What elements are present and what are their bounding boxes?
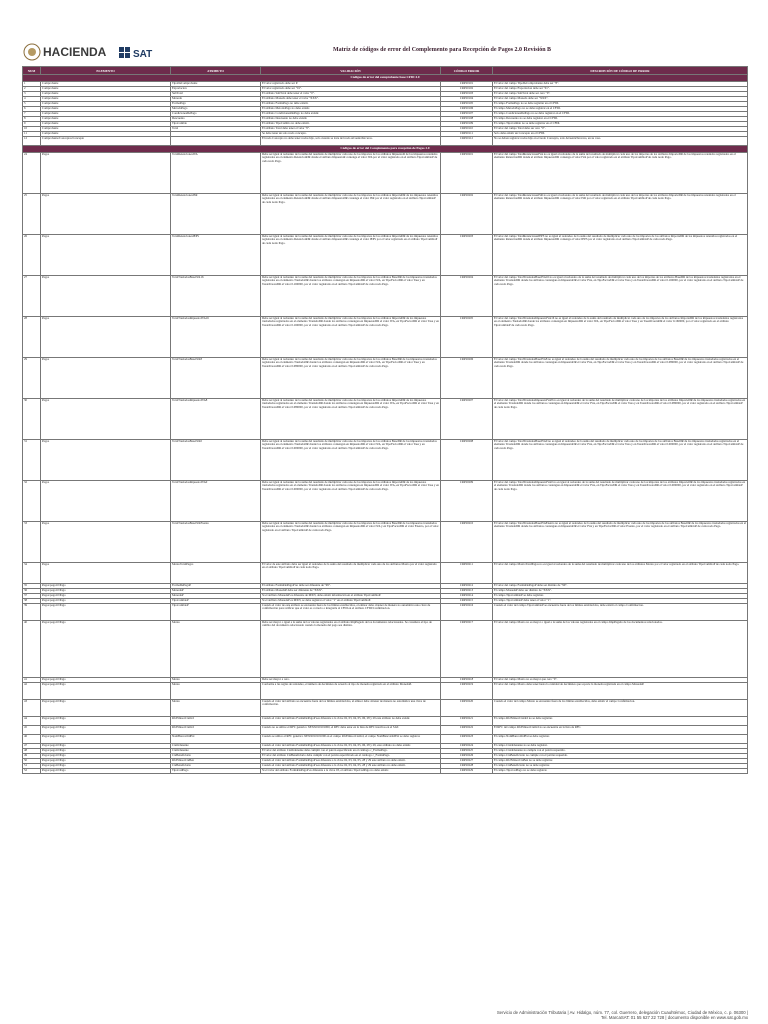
- cell-codigo-error: CRP20222: [441, 726, 493, 735]
- cell-num: 34: [23, 563, 41, 584]
- cell-atributo: Moneda: [171, 97, 261, 102]
- cell-elemento: Pagos/pago10:Pago: [41, 754, 171, 759]
- cell-elemento: Pagos/pago10:Pago: [41, 678, 171, 683]
- cell-codigo-error: CRP20105: [441, 102, 493, 107]
- cell-validacion: Debe ser igual al redondeo de la suma del resultado de multiplicar cada uno de los importes de los atributos ImporteDR de los impuestos trasladados registrados en el elemento TrasladoDR donde los atributos contengan en ImpuestoDR el valor IVA, en TipoFactorDR el valor Tasa y en TasaOCuotaDR el valor 0.080000, por el valor registrado en el atributo TipoCambioP de cada nodo Pago.: [261, 399, 441, 440]
- cell-elemento: Comprobante: [41, 82, 171, 87]
- cell-elemento: Pagos/pago10:Pago: [41, 594, 171, 599]
- cell-atributo: TipoCambioP: [171, 599, 261, 604]
- cell-descripcion: El valor del campo Moneda debe ser "XXX".: [493, 97, 748, 102]
- cell-elemento: Comprobante: [41, 122, 171, 127]
- cell-num: 27: [23, 276, 41, 317]
- table-row: [23, 276, 748, 317]
- cell-num: 45: [23, 726, 41, 735]
- cell-codigo-error: CRP20104: [441, 97, 493, 102]
- cell-descripcion: El valor del campo TotalTrasladosImpuestoIVA8 no es igual al redondeo de la suma del resultado de multiplicar cada uno de los importes de los atributos ImporteDR de los impuestos trasladados registrados en el elemento TrasladoDR donde los atributos contengan en ImpuestoDR el valor IVA, en TipoFactorDR el valor Tasa y en TasaOCuotaDR el valor 0.080000, por el valor registrado en el atributo TipoCambioP de cada nodo Pago.: [493, 399, 748, 440]
- cell-num: 5: [23, 102, 41, 107]
- cell-descripcion: El valor del campo TipoDeComprobante debe ser "P".: [493, 82, 748, 87]
- cell-codigo-error: CRP20107: [441, 112, 493, 117]
- cell-validacion: Si el valor del atributo FormaDePagoP es diferente a la clave 03, el atributo TipoCadPago no debe existir.: [261, 769, 441, 774]
- cell-validacion: Cuando el valor de este atributo se encuentre fuera de los límites establecidos, el emisor debe obtener de manera no automática una clave de confirmación para ratificar que el valor es correcto e integrarla al CFDI en el atributo CFDI/Confirmacion.: [261, 604, 441, 621]
- cell-codigo-error: CRP20210: [441, 522, 493, 563]
- cell-num: 2: [23, 87, 41, 92]
- cell-codigo-error: CRP20110: [441, 127, 493, 132]
- document-title: Matriz de códigos de error del Complemento para Recepción de Pagos 2.0 Revisión B: [332, 47, 552, 53]
- cell-atributo: CtaOrdenante: [171, 744, 261, 749]
- cell-atributo: TotalRetencionesIVA: [171, 153, 261, 194]
- col-header-elemento: ELEMENTO: [41, 67, 171, 75]
- table-row: [23, 358, 748, 399]
- table-row: [23, 481, 748, 522]
- cell-elemento: Pagos/pago10:Pago: [41, 726, 171, 735]
- cell-elemento: Comprobante: [41, 97, 171, 102]
- cell-codigo-error: CRP20229: [441, 769, 493, 774]
- cell-num: 9: [23, 122, 41, 127]
- cell-descripcion: El valor del campo Monto no es mayor que cero "0".: [493, 678, 748, 683]
- cell-num: 52: [23, 769, 41, 774]
- cell-validacion: Cuando se utilice el RFC genérico XEXX010101000 en el campo RfcEmisorCtaOrd, el campo NomBancoOrdExt se debe registrar.: [261, 735, 441, 744]
- cell-validacion: Si el atributo MonedaP es diferente de MXN, debe existir información en el atributo TipoCambioP.: [261, 594, 441, 599]
- footer-line-2: Tel. MarcaSAT: 01 55 627 22 728 | documento disponible en www.sat.gob.mx: [601, 1015, 748, 1021]
- hacienda-logo: [24, 41, 107, 63]
- cell-descripcion: El campo RfcEmisorCtaOrd no se debe registrar.: [493, 717, 748, 726]
- cell-validacion: Debe ser igual al redondeo de la suma del resultado de multiplicar cada uno de los importes de los atributos BaseDR de los impuestos trasladados registrados en el elemento TrasladoDR donde los atributos contengan en ImpuestoDR el valor IVA, en TipoFactorDR el valor Tasa y en TasaOCuotaDR el valor 0.000000, por el valor registrado en el atributo TipoCambioP de cada nodo Pago.: [261, 440, 441, 481]
- cell-validacion: Si el atributo MonedaP es MXN, se debe registrar el valor "1" en el atributo TipoCambioP.: [261, 599, 441, 604]
- cell-validacion: El atributo SubTotal debe tener el valor "0".: [261, 92, 441, 97]
- cell-codigo-error: CRP20221: [441, 717, 493, 726]
- cell-elemento: Comprobante/Conceptos/Concepto: [41, 137, 171, 146]
- table-row: [23, 683, 748, 700]
- cell-num: 24: [23, 153, 41, 194]
- cell-validacion: Debe ser igual al redondeo de la suma del resultado de multiplicar cada uno de los importes de los atributos ImporteDR de los impuestos trasladados registrados en el elemento TrasladoDR donde los atributos contengan en ImpuestoDR el valor IVA, en TipoFactorDR el valor Tasa y en TasaOCuotaDR el valor 0.160000, por el valor registrado en el atributo TipoCambioP de cada nodo Pago.: [261, 317, 441, 358]
- cell-num: 26: [23, 235, 41, 276]
- cell-validacion: Debe ser igual al redondeo de la suma del resultado de multiplicar cada uno de los importes de los atributos BaseDR de los impuestos trasladados registrados en el elemento TrasladoDR donde los atributos contengan en ImpuestoDR el valor IVA y en TipoFactorDR el valor Exento, por el valor registrado en el atributo TipoCambioP de cada nodo Pago.: [261, 522, 441, 563]
- cell-num: 37: [23, 594, 41, 599]
- cell-elemento: Pagos/pago10:Pago: [41, 735, 171, 744]
- cell-num: 42: [23, 683, 41, 700]
- cell-codigo-error: CRP20216: [441, 604, 493, 621]
- cell-num: 40: [23, 621, 41, 678]
- cell-elemento: Comprobante: [41, 102, 171, 107]
- cell-num: 3: [23, 92, 41, 97]
- table-row: [23, 194, 748, 235]
- cell-num: 47: [23, 744, 41, 749]
- cell-atributo: NomBancoOrdExt: [171, 735, 261, 744]
- cell-descripcion: El valor del campo TotalRetencionesISR no es igual al redondeo de la suma del resultado de multiplicar cada uno de los importes de los atributos ImporteDR de los impuestos retenidos registrados en el elemento RetencionDR donde el atributo ImpuestoDR contenga el valor ISR por el valor registrado en el atributo TipoCambioP de cada nodo Pago.: [493, 194, 748, 235]
- cell-validacion: Debe ser igual al redondeo de la suma del resultado de multiplicar cada uno de los importes de los atributos BaseDR de los impuestos trasladados registrados en el elemento TrasladoDR donde los atributos contengan en ImpuestoDR el valor IVA, en TipoFactorDR el valor Tasa y en TasaOCuotaDR el valor 0.160000, por el valor registrado en el atributo TipoCambioP de cada nodo Pago.: [261, 276, 441, 317]
- cell-num: 41: [23, 678, 41, 683]
- table-header-row: [23, 67, 748, 75]
- cell-atributo: TipoCambio: [171, 122, 261, 127]
- cell-atributo: TotalRetencionesIEPS: [171, 235, 261, 276]
- section-title-cfdi: Códigos de error del comprobante base CFDI 4.0: [23, 75, 748, 82]
- cell-codigo-error: CRP20204: [441, 276, 493, 317]
- table-row: [23, 700, 748, 717]
- cell-num: 7: [23, 112, 41, 117]
- cell-elemento: Pagos/pago10:Pago: [41, 717, 171, 726]
- error-table: [22, 66, 748, 774]
- cell-validacion: El atributo TipoCambio no debe existir.: [261, 122, 441, 127]
- cell-num: 31: [23, 440, 41, 481]
- col-header-descripcion: DESCRIPCIÓN DE CÓDIGO DE ERROR: [493, 67, 748, 75]
- cell-num: 36: [23, 589, 41, 594]
- cell-num: 35: [23, 584, 41, 589]
- cell-codigo-error: CRP20223: [441, 735, 493, 744]
- cell-codigo-error: CRP20112: [441, 137, 493, 146]
- cell-elemento: Pagos: [41, 317, 171, 358]
- cell-atributo: FormaDePagoP: [171, 584, 261, 589]
- page-footer: [220, 1010, 748, 1021]
- cell-elemento: Pagos/pago10:Pago: [41, 744, 171, 749]
- section-row-cfdi: [23, 75, 748, 82]
- cell-codigo-error: CRP20226: [441, 754, 493, 759]
- cell-descripcion: El valor del campo Total debe ser cero "0".: [493, 127, 748, 132]
- cell-num: 51: [23, 764, 41, 769]
- cell-num: 30: [23, 399, 41, 440]
- cell-elemento: Comprobante: [41, 87, 171, 92]
- cell-descripcion: El campo Descuento no se debe registrar en el CFDI.: [493, 117, 748, 122]
- cell-elemento: Pagos: [41, 194, 171, 235]
- cell-descripcion: El campo NomBancoOrdExt se debe registrar.: [493, 735, 748, 744]
- cell-elemento: Pagos/pago10:Pago: [41, 683, 171, 700]
- cell-codigo-error: CRP20212: [441, 584, 493, 589]
- cell-codigo-error: CRP20103: [441, 92, 493, 97]
- cell-codigo-error: CRP20224: [441, 744, 493, 749]
- cell-validacion: El atributo Moneda debe tener el valor "XXX".: [261, 97, 441, 102]
- cell-validacion: El atributo MetodoPago no debe existir.: [261, 107, 441, 112]
- table-row: [23, 399, 748, 440]
- table-row: [23, 137, 748, 146]
- cell-elemento: Pagos/pago10:Pago: [41, 584, 171, 589]
- table-row: [23, 153, 748, 194]
- cell-codigo-error: CRP20227: [441, 759, 493, 764]
- cell-codigo-error: CRP20201: [441, 153, 493, 194]
- cell-elemento: Comprobante: [41, 117, 171, 122]
- cell-validacion: Cuando el valor del atributo FormaDePagoP sea diferente a la clave 02, 03, 04, 05, 28 y 29 este atributo no debe existir.: [261, 759, 441, 764]
- cell-descripcion: El campo FormaPago no se debe registrar en el CFDI.: [493, 102, 748, 107]
- cell-num: 39: [23, 604, 41, 621]
- cell-elemento: Pagos/pago10:Pago: [41, 599, 171, 604]
- cell-atributo: MonedaP: [171, 594, 261, 599]
- cell-num: 10: [23, 127, 41, 132]
- cell-codigo-error: CRP20106: [441, 107, 493, 112]
- cell-num: 49: [23, 754, 41, 759]
- cell-atributo: MontoTotalPagos: [171, 563, 261, 584]
- cell-validacion: El atributo Descuento no debe existir.: [261, 117, 441, 122]
- cell-atributo: TipoDeComprobante: [171, 82, 261, 87]
- cell-num: 4: [23, 97, 41, 102]
- cell-atributo: Monto: [171, 700, 261, 717]
- cell-atributo: TotalTrasladosImpuestoIVA8: [171, 399, 261, 440]
- cell-elemento: Pagos: [41, 153, 171, 194]
- cell-num: 29: [23, 358, 41, 399]
- sat-logo-text: SAT: [133, 49, 153, 60]
- cell-codigo-error: CRP20225: [441, 749, 493, 754]
- cell-atributo: CtaBeneficiario: [171, 754, 261, 759]
- cell-validacion: El atributo CondicionesDePago no debe existir.: [261, 112, 441, 117]
- cell-validacion: Debe ser igual al redondeo de la suma del resultado de multiplicar cada uno de los importes de los atributos BaseDR de los impuestos trasladados registrados en el elemento TrasladoDR donde los atributos contengan en ImpuestoDR el valor IVA, en TipoFactorDR el valor Tasa y en TasaOCuotaDR el valor 0.080000, por el valor registrado en el atributo TipoCambioP de cada nodo Pago.: [261, 358, 441, 399]
- cell-validacion: Cuando el valor del atributo se encuentre fuera de los límites establecidos, el emisor debe obtener de manera no automática una clave de confirmación.: [261, 700, 441, 717]
- document-header: [22, 38, 747, 66]
- table-row: [23, 769, 748, 774]
- cell-descripcion: El campo CondicionesDePago no se debe registrar en el CFDI.: [493, 112, 748, 117]
- cell-codigo-error: CRP20207: [441, 399, 493, 440]
- cell-atributo: TotalTrasladosBaseIVA8: [171, 358, 261, 399]
- cell-codigo-error: CRP20218: [441, 678, 493, 683]
- cell-codigo-error: CRP20202: [441, 194, 493, 235]
- cell-num: 48: [23, 749, 41, 754]
- cell-descripcion: El valor del campo TotalTrasladosBaseIVAExento no es igual al redondeo de la suma del resultado de multiplicar cada uno de los importes de los atributos BaseDR de los impuestos trasladados registrados en el elemento TrasladoDR donde los atributos contengan en ImpuestoDR el valor IVA y en TipoFactorDR el valor Exento, por el valor registrado en el atributo TipoCambioP de cada nodo Pago.: [493, 522, 748, 563]
- cell-validacion: Debe ser igual al redondeo de la suma del resultado de multiplicar cada uno de los importes de los atributos ImporteDR de los impuestos retenidos registrados en el elemento RetencionDR donde el atributo ImpuestoDR contenga el valor IEPS por el valor registrado en el atributo TipoCambioP de cada nodo Pago.: [261, 235, 441, 276]
- cell-atributo: TotalTrasladosBaseIVAExento: [171, 522, 261, 563]
- cell-atributo: TotalTrasladosImpuestoIVA16: [171, 317, 261, 358]
- cell-atributo: MetodoPago: [171, 107, 261, 112]
- cell-validacion: El valor registrado debe ser "01".: [261, 87, 441, 92]
- cell-codigo-error: CRP20217: [441, 621, 493, 678]
- cell-descripcion: El campo CtaBeneficiario no se debe registrar.: [493, 764, 748, 769]
- cell-num: 1: [23, 82, 41, 87]
- cell-descripcion: El valor del campo Monto no es mayor o igual a la suma de los valores registrados en el campo ImpPagado de los documentos relacionados.: [493, 621, 748, 678]
- cell-elemento: Pagos: [41, 440, 171, 481]
- cell-codigo-error: CRP20209: [441, 481, 493, 522]
- cell-descripcion: El campo TipoCambioP se debe registrar.: [493, 594, 748, 599]
- cell-descripcion: Cuando el valor del campo TipoCambioP se encuentre fuera de los límites establecidos, debe existir el campo Confirmacion.: [493, 604, 748, 621]
- cell-atributo: CtaBeneficiario: [171, 764, 261, 769]
- cell-codigo-error: CRP20111: [441, 132, 493, 137]
- cell-atributo: SubTotal: [171, 92, 261, 97]
- cell-descripcion: El campo CtaOrdenante no se debe registrar.: [493, 744, 748, 749]
- cell-descripcion: El campo MonedaP debe ser distinto de "XXX".: [493, 589, 748, 594]
- cell-validacion: Se debe tener un solo nodo concepto.: [261, 132, 441, 137]
- cell-elemento: Pagos/pago10:Pago: [41, 604, 171, 621]
- cell-atributo: Exportacion: [171, 87, 261, 92]
- cell-codigo-error: CRP20205: [441, 317, 493, 358]
- cell-codigo-error: CRP20108: [441, 117, 493, 122]
- cell-codigo-error: CRP20228: [441, 764, 493, 769]
- cell-num: 8: [23, 117, 41, 122]
- table-row: [23, 317, 748, 358]
- error-code-matrix: [22, 66, 747, 1011]
- cell-codigo-error: CRP20220: [441, 700, 493, 717]
- cell-codigo-error: CRP20214: [441, 594, 493, 599]
- cell-atributo: Descuento: [171, 117, 261, 122]
- cell-atributo: CtaOrdenante: [171, 749, 261, 754]
- cell-descripcion: El valor del campo FormaDePagoP debe ser distinto de "99".: [493, 584, 748, 589]
- cell-elemento: Comprobante: [41, 127, 171, 132]
- cell-elemento: Pagos/pago10:Pago: [41, 764, 171, 769]
- cell-codigo-error: CRP20109: [441, 122, 493, 127]
- cell-elemento: Pagos/pago10:Pago: [41, 769, 171, 774]
- table-row: [23, 604, 748, 621]
- cell-elemento: Pagos: [41, 481, 171, 522]
- section-title-pagos: Códigos de error del Complemento para recepción de Pagos 2.0: [23, 146, 748, 153]
- cell-atributo: TotalTrasladosBaseIVA16: [171, 276, 261, 317]
- cell-descripcion: Cuando el valor del campo Monto se encuentre fuera de los límites establecidos, debe existir el campo Confirmacion.: [493, 700, 748, 717]
- cell-atributo: RfcEmisorCtaOrd: [171, 717, 261, 726]
- cell-descripcion: El valor del campo TotalTrasladosImpuestoIVA16 no es igual al redondeo de la suma del resultado de multiplicar cada uno de los importes de los atributos ImporteDR de los impuestos trasladados registrados en el elemento TrasladoDR donde los atributos contengan en ImpuestoDR el valor IVA, en TipoFactorDR el valor Tasa y en TasaOCuotaDR el valor 0.160000, por el valor registrado en el atributo TipoCambioP de cada nodo Pago.: [493, 317, 748, 358]
- col-header-atributo: ATRIBUTO: [171, 67, 261, 75]
- cell-descripcion: El campo MetodoPago no se debe registrar en el CFDI.: [493, 107, 748, 112]
- cell-validacion: El valor de este atributo debe ser igual al redondeo de la suma del resultado de multiplicar cada uno de los atributos Monto por el valor registrado en el atributo TipoCambioP de cada nodo Pago.: [261, 563, 441, 584]
- cell-num: 38: [23, 599, 41, 604]
- cell-atributo: TipoCambioP: [171, 604, 261, 621]
- cell-elemento: Pagos: [41, 563, 171, 584]
- cell-num: 46: [23, 735, 41, 744]
- col-header-num: NUM: [23, 67, 41, 75]
- cell-descripcion: El campo CtaBeneficiario no cumple con el patrón requerido.: [493, 754, 748, 759]
- cell-elemento: Comprobante: [41, 92, 171, 97]
- cell-atributo: CondicionesDePago: [171, 112, 261, 117]
- cell-atributo: Monto: [171, 683, 261, 700]
- cell-descripcion: El valor del campo TotalRetencionesIEPS no es igual al redondeo de la suma del resultado de multiplicar cada uno de los importes de los atributos ImporteDR de los impuestos retenidos registrados en el elemento RetencionDR donde el atributo ImpuestoDR contenga el valor IEPS por el valor registrado en el atributo TipoCambioP de cada nodo Pago.: [493, 235, 748, 276]
- cell-validacion: El nodo Concepto no debe tener nodos hijo, solo cuando se trate del nodo ACuentaTerceros.: [261, 137, 441, 146]
- cell-validacion: El atributo MonedaP debe ser diferente de "XXX".: [261, 589, 441, 594]
- cell-elemento: Pagos: [41, 399, 171, 440]
- cell-descripcion: No se deben registrar nodos hijo en el nodo Concepto, solo ACuentaTerceros, en su caso.: [493, 137, 748, 146]
- cell-atributo: TotalTrasladosBaseIVA0: [171, 440, 261, 481]
- cell-num: 28: [23, 317, 41, 358]
- cell-validacion: Conforme a las reglas de redondeo, el número de decimales de acuerdo al tipo de moneda registrado en el atributo MonedaP.: [261, 683, 441, 700]
- cell-validacion: Cuando el valor del atributo FormaDePagoP sea diferente a la clave 02, 03, 04, 05, 06, 28 y 29, este atributo no debe existir.: [261, 744, 441, 749]
- cell-elemento: Pagos: [41, 358, 171, 399]
- cell-validacion: El atributo Total debe tener el valor "0".: [261, 127, 441, 132]
- cell-descripcion: El valor del campo TotalTrasladosBaseIVA8 no es igual al redondeo de la suma del resultado de multiplicar cada uno de los importes de los atributos BaseDR de los impuestos trasladados registrados en el elemento TrasladoDR donde los atributos contengan en ImpuestoDR el valor IVA, en TipoFactorDR el valor Tasa y en TasaOCuotaDR el valor 0.080000, por el valor registrado en el atributo TipoCambioP de cada nodo Pago.: [493, 358, 748, 399]
- cell-validacion: El valor del atributo CtaOrdenante debe cumplir con el patrón especificado en el catálogo c_FormaPago.: [261, 749, 441, 754]
- table-row: [23, 522, 748, 563]
- cell-num: 32: [23, 481, 41, 522]
- cell-descripcion: El valor del campo Exportacion debe ser "01".: [493, 87, 748, 92]
- cell-validacion: El atributo FormaDePagoP no debe ser diferente de "99".: [261, 584, 441, 589]
- hacienda-logo-text: HACIENDA: [43, 45, 107, 59]
- table-body: [23, 75, 748, 774]
- cell-codigo-error: CRP20215: [441, 599, 493, 604]
- cell-validacion: Debe ser igual al redondeo de la suma del resultado de multiplicar cada uno de los importes de los atributos ImpuestoR de los impuestos retenidos registrados en el elemento RetencionDR donde el atributo ImpuestoR contenga el valor IVA por el valor registrado en el atributo TipoCambioP de cada nodo Pago.: [261, 153, 441, 194]
- cell-validacion: El valor registrado debe ser P.: [261, 82, 441, 87]
- cell-num: 50: [23, 759, 41, 764]
- cell-validacion: Debe ser igual al redondeo de la suma del resultado de multiplicar cada uno de los importes de los atributos ImporteDR de los impuestos retenidos registrados en el elemento RetencionDR donde el atributo ImpuestoDR contenga el valor ISR por el valor registrado en el atributo TipoCambioP de cada nodo Pago.: [261, 194, 441, 235]
- cell-descripcion: El valor del campo TotalTrasladosBaseIVA16 no es igual al redondeo de la suma del resultado de multiplicar cada uno de los importes de los atributos BaseDR de los impuestos trasladados registrados en el elemento TrasladoDR donde los atributos contengan en ImpuestoDR el valor IVA, en TipoFactorDR el valor Tasa y en TasaOCuotaDR el valor 0.160000, por el valor registrado en el atributo TipoCambioP de cada nodo Pago.: [493, 276, 748, 317]
- cell-atributo: TipoCadPago: [171, 769, 261, 774]
- cell-elemento: Pagos/pago10:Pago: [41, 700, 171, 717]
- cell-validacion: El atributo FormaPago no debe existir.: [261, 102, 441, 107]
- cell-descripcion: El valor del campo Monto debe tener hasta la cantidad de decimales que soporte la moneda registrada en el campo MonedaP.: [493, 683, 748, 700]
- cell-codigo-error: CRP20203: [441, 235, 493, 276]
- cell-codigo-error: CRP20208: [441, 440, 493, 481]
- cell-codigo-error: CRP20211: [441, 563, 493, 584]
- cell-num: 11: [23, 132, 41, 137]
- cell-validacion: El valor del atributo CtaBeneficiario debe cumplir con el patrón especificado en el catálogo c_FormaPago.: [261, 754, 441, 759]
- col-header-validacion: VALIDACIÓN: [261, 67, 441, 75]
- cell-num: 25: [23, 194, 41, 235]
- cell-num: 6: [23, 107, 41, 112]
- table-row: [23, 235, 748, 276]
- col-header-codigo-error: CÓDIGO ERROR: [441, 67, 493, 75]
- cell-descripcion: El campo RfcEmisorCtaBen no se debe registrar.: [493, 759, 748, 764]
- table-row: [23, 440, 748, 481]
- cell-validacion: Debe ser mayor a cero.: [261, 678, 441, 683]
- cell-num: 43: [23, 700, 41, 717]
- cell-codigo-error: CRP20101: [441, 82, 493, 87]
- cell-atributo: TotalRetencionesISR: [171, 194, 261, 235]
- cell-validacion: Debe ser mayor o igual a la suma de los valores registrados en el atributo ImpPagado de los documentos relacionados. Se considera el tipo de cambio del documento relacionado cuando la moneda del pago sea distinta.: [261, 621, 441, 678]
- cell-num: 33: [23, 522, 41, 563]
- table-row: [23, 563, 748, 584]
- cell-atributo: MonedaP: [171, 589, 261, 594]
- cell-descripcion: El campo TipoCambio no se debe registrar en el CFDI.: [493, 122, 748, 127]
- cell-atributo: RfcEmisorCtaBen: [171, 759, 261, 764]
- sat-logo: [119, 45, 159, 61]
- cell-descripcion: El valor del campo TotalTrasladosBaseIVA0 no es igual al redondeo de la suma del resultado de multiplicar cada uno de los importes de los atributos BaseDR de los impuestos trasladados registrados en el elemento TrasladoDR donde los atributos contengan en ImpuestoDR el valor IVA, en TipoFactorDR el valor Tasa y en TasaOCuotaDR el valor 0.000000, por el valor registrado en el atributo TipoCambioP de cada nodo Pago.: [493, 440, 748, 481]
- footer-line-1: Servicio de Administración Tributaria | Av. Hidalgo, núm. 77, col. Guerrero, delegación Cuauhtémoc, Ciudad de México, c. p. 06300 |: [496, 1010, 748, 1015]
- cell-atributo: Monto: [171, 678, 261, 683]
- cell-num: 12: [23, 137, 41, 146]
- cell-num: 44: [23, 717, 41, 726]
- table-row: [23, 621, 748, 678]
- cell-atributo: Monto: [171, 621, 261, 678]
- cell-codigo-error: CRP20213: [441, 589, 493, 594]
- cell-descripcion: El RFC del campo RfcEmisorCtaOrd no se encuentra en la lista de RFC.: [493, 726, 748, 735]
- cell-codigo-error: CRP20206: [441, 358, 493, 399]
- cell-codigo-error: CRP20219: [441, 683, 493, 700]
- cell-validacion: Cuando el valor del atributo FormaDePagoP sea diferente a la clave 02, 03, 04, 05, 28 y 29 este atributo no debe existir.: [261, 764, 441, 769]
- cell-atributo: [171, 137, 261, 146]
- cell-descripcion: El campo CtaOrdenante no cumple con el patrón requerido.: [493, 749, 748, 754]
- cell-atributo: TotalTrasladosImpuestoIVA0: [171, 481, 261, 522]
- cell-atributo: FormaPago: [171, 102, 261, 107]
- cell-validacion: Cuando el valor del atributo FormaDePagoP sea diferente a la clave 02, 03, 04, 05, 06, 28 y 29 este atributo no debe existir.: [261, 717, 441, 726]
- cell-elemento: Pagos/pago10:Pago: [41, 749, 171, 754]
- cell-descripcion: El valor del campo TotalTrasladosImpuestoIVA0 no es igual al redondeo de la suma del resultado de multiplicar cada uno de los importes de los atributos ImporteDR de los impuestos trasladados registrados en el elemento TrasladoDR donde los atributos contengan en ImpuestoDR el valor IVA, en TipoFactorDR el valor Tasa y en TasaOCuotaDR el valor 0.000000, por el valor registrado en el atributo TipoCambioP de cada nodo Pago.: [493, 481, 748, 522]
- cell-elemento: Pagos: [41, 276, 171, 317]
- cell-validacion: Cuando no se utilice el RFC genérico XEXX010101000, el RFC debe estar en la lista de RFC inscritos en el SAT.: [261, 726, 441, 735]
- cell-descripcion: El campo TipoCadPago no se debe registrar.: [493, 769, 748, 774]
- cell-validacion: Debe ser igual al redondeo de la suma del resultado de multiplicar cada uno de los importes de los atributos ImporteDR de los impuestos trasladados registrados en el elemento TrasladoDR donde los atributos contengan en ImpuestoDR el valor IVA, en TipoFactorDR el valor Tasa y en TasaOCuotaDR el valor 0.000000, por el valor registrado en el atributo TipoCambioP de cada nodo Pago.: [261, 481, 441, 522]
- cell-elemento: Pagos/pago10:Pago: [41, 759, 171, 764]
- cell-elemento: Comprobante: [41, 112, 171, 117]
- cell-elemento: Comprobante: [41, 107, 171, 112]
- cell-descripcion: El valor del campo TotalRetencionesIVA no es igual al redondeo de la suma del resultado de multiplicar cada uno de los importes de los atributos ImporteDR de los impuestos retenidos registrados en el elemento RetencionDR donde el atributo ImpuestoDR contenga el valor IVA por el valor registrado en el atributo TipoCambioP de cada nodo Pago.: [493, 153, 748, 194]
- cell-elemento: Pagos/pago10:Pago: [41, 621, 171, 678]
- cell-elemento: Pagos/pago10:Pago: [41, 589, 171, 594]
- cell-elemento: Comprobante: [41, 132, 171, 137]
- cell-elemento: Pagos: [41, 235, 171, 276]
- cell-descripcion: El valor del campo MontoTotalPagos no es igual al redondeo de la suma del resultado de multiplicar cada uno de los atributos Monto por el valor registrado en el atributo TipoCambioP de cada nodo Pago.: [493, 563, 748, 584]
- cell-atributo: RfcEmisorCtaOrd: [171, 726, 261, 735]
- cell-descripcion: Solo debe existir un Concepto en el CFDI.: [493, 132, 748, 137]
- cell-codigo-error: CRP20102: [441, 87, 493, 92]
- cell-descripcion: El campo TipoCambioP debe tener el valor "1".: [493, 599, 748, 604]
- cell-descripcion: El valor del campo SubTotal debe ser cero "0".: [493, 92, 748, 97]
- cell-elemento: Pagos: [41, 522, 171, 563]
- cell-atributo: Total: [171, 127, 261, 132]
